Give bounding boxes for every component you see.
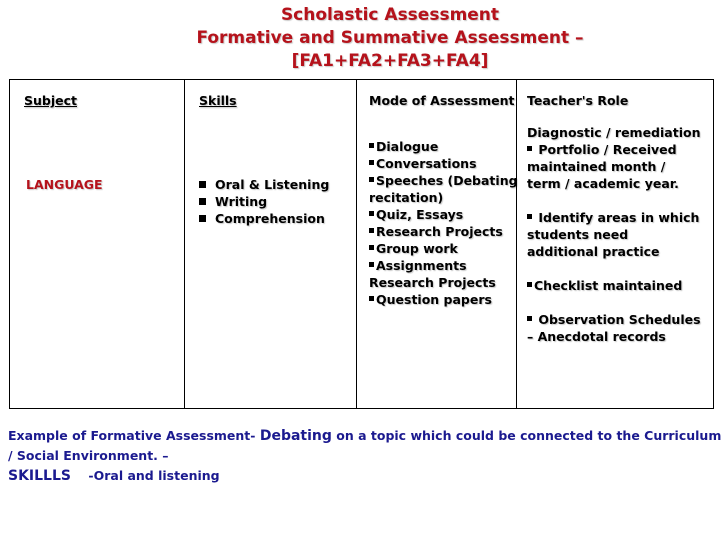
bullet-icon xyxy=(527,316,532,321)
bullet-icon xyxy=(527,214,532,219)
footer-part-3: on a topic which could be connected to the Curriculum / Social Environment. – xyxy=(8,428,722,463)
mode-list xyxy=(369,138,519,308)
subject-column xyxy=(10,80,184,408)
assessment-table xyxy=(9,79,714,409)
teacher-role-content xyxy=(527,124,703,345)
bullet-icon xyxy=(369,296,374,301)
title-line-3: [FA1+FA2+FA3+FA4] xyxy=(291,51,489,71)
bullet-icon xyxy=(369,143,374,148)
footer-note xyxy=(8,426,723,486)
subject-header: Subject xyxy=(24,93,77,108)
observation-text: Observation Schedules – Anecdotal records xyxy=(527,312,701,344)
mode-item: Dialogue xyxy=(369,138,519,155)
mode-item: Assignments Research Projects xyxy=(369,258,496,290)
teacher-role-column xyxy=(516,80,713,408)
slide-title xyxy=(150,4,630,73)
footer-part-5: -Oral and listening xyxy=(88,468,220,483)
bullet-icon xyxy=(369,177,374,182)
checklist-text: Checklist maintained xyxy=(527,277,703,294)
footer-part-1: Example of Formative Assessment- xyxy=(8,428,256,443)
bullet-icon xyxy=(369,228,374,233)
skill-item: Writing xyxy=(197,193,329,210)
mode-item: Speeches (Debating recitation) xyxy=(369,173,518,205)
diagnostic-text: Diagnostic / remediation xyxy=(527,125,701,140)
footer-part-2: Debating xyxy=(259,428,332,444)
bullet-icon xyxy=(369,211,374,216)
skills-header: Skills xyxy=(199,93,237,108)
teacher-role-header: Teacher's Role xyxy=(527,93,629,108)
mode-item: Research Projects xyxy=(369,223,519,240)
portfolio-text: Portfolio / Received maintained month / term / academic year. xyxy=(527,142,679,191)
identify-text: Identify areas in which students need additional practice xyxy=(527,210,700,259)
mode-item: Conversations xyxy=(369,155,519,172)
subject-value: LANGUAGE xyxy=(26,177,103,192)
skill-item: Comprehension xyxy=(197,210,329,227)
mode-header: Mode of Assessment xyxy=(369,93,515,108)
bullet-icon xyxy=(369,245,374,250)
skills-column xyxy=(184,80,356,408)
title-line-1: Scholastic Assessment xyxy=(280,5,500,25)
bullet-icon xyxy=(527,282,532,287)
mode-item: Question papers xyxy=(369,291,519,308)
bullet-icon xyxy=(369,262,374,267)
footer-part-4: SKILLLS xyxy=(8,468,71,484)
mode-item: Quiz, Essays xyxy=(369,206,519,223)
bullet-icon xyxy=(527,146,532,151)
title-line-2: Formative and Summative Assessment – xyxy=(196,28,584,48)
mode-column xyxy=(356,80,516,408)
skill-item: Oral & Listening xyxy=(197,176,329,193)
skills-list xyxy=(197,176,329,227)
mode-item: Group work xyxy=(369,240,519,257)
bullet-icon xyxy=(369,160,374,165)
